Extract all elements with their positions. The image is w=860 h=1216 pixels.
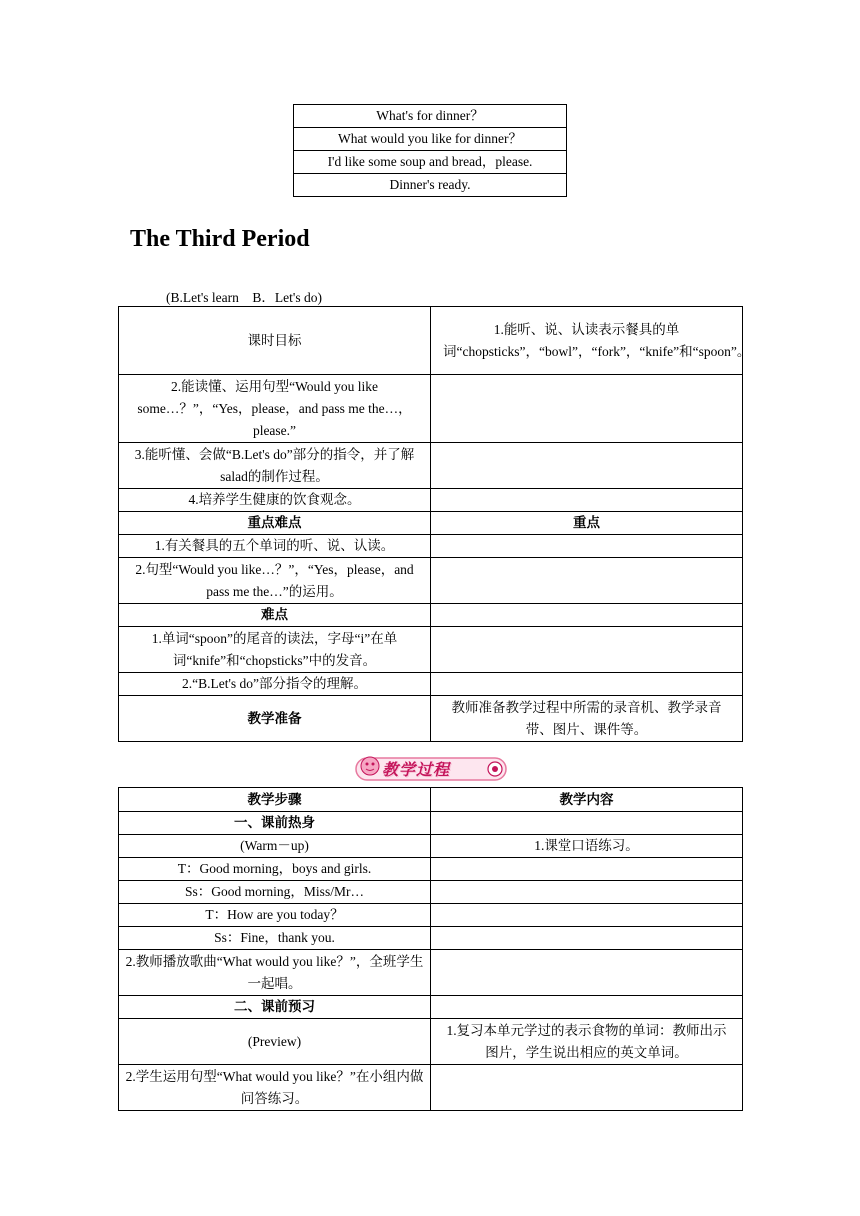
key-point-1: 1.有关餐具的五个单词的听、说、认读。 [119, 535, 431, 558]
difficult-point-1: 1.单词“spoon”的尾音的读法，字母“i”在单词“knife”和“chopsticks”中的发音。 [119, 627, 431, 673]
key-points-label: 重点难点 [119, 512, 431, 535]
empty-cell [431, 604, 743, 627]
goal-4: 4.培养学生健康的饮食观念。 [119, 489, 431, 512]
empty-cell [431, 1065, 743, 1111]
key-points-header: 重点 [431, 512, 743, 535]
phrase-row: I'd like some soup and bread，please. [294, 151, 567, 174]
banner-title: 教学过程 [382, 760, 451, 779]
empty-cell [431, 904, 743, 927]
empty-cell [431, 927, 743, 950]
empty-cell [431, 950, 743, 996]
preparation-content: 教师准备教学过程中所需的录音机、教学录音带、图片、课件等。 [431, 696, 743, 742]
phrase-row: Dinner's ready. [294, 174, 567, 197]
key-point-2: 2.句型“Would you like…？”，“Yes，please，and pass me the…”的运用。 [119, 558, 431, 604]
empty-cell [431, 858, 743, 881]
process-table [118, 787, 743, 1111]
dialogue-line: Ss：Fine，thank you. [119, 927, 431, 950]
objectives-table [118, 306, 751, 742]
dialogue-line: Ss：Good morning，Miss/Mr… [119, 881, 431, 904]
difficult-point-2: 2.“B.Let's do”部分指令的理解。 [119, 673, 431, 696]
empty-cell [431, 881, 743, 904]
page-title: The Third Period [130, 226, 310, 252]
empty-cell [431, 558, 743, 604]
empty-cell [431, 812, 743, 835]
empty-cell [431, 443, 743, 489]
dialogue-line: T：How are you today？ [119, 904, 431, 927]
step-1-content: 1.课堂口语练习。 [431, 835, 743, 858]
difficult-points-header: 难点 [119, 604, 431, 627]
section-banner [352, 752, 512, 784]
empty-cell [431, 535, 743, 558]
phrase-table [293, 104, 567, 197]
empty-cell [431, 375, 743, 443]
empty-cell [431, 673, 743, 696]
content-header: 教学内容 [431, 788, 743, 812]
step-2-subtitle: (Preview) [119, 1019, 431, 1065]
phrase-row: What would you like for dinner？ [294, 128, 567, 151]
phrase-row: What's for dinner？ [294, 105, 567, 128]
empty-cell [431, 627, 743, 673]
steps-header: 教学步骤 [119, 788, 431, 812]
empty-cell [431, 996, 743, 1019]
step-1-title: 一、课前热身 [119, 812, 431, 835]
goal-3: 3.能听懂、会做“B.Let's do”部分的指令，并了解salad的制作过程。 [119, 443, 431, 489]
preparation-label: 教学准备 [119, 696, 431, 742]
dialogue-line: T：Good morning，boys and girls. [119, 858, 431, 881]
goal-2: 2.能读懂、运用句型“Would you like some…？”，“Yes，please，and pass me the…，please.” [119, 375, 431, 443]
step-1-subtitle: (Warm－up) [119, 835, 431, 858]
goal-1: 1.能听、说、认读表示餐具的单词“chopsticks”，“bowl”，“fork”，“knife”和“spoon”。 [431, 307, 743, 375]
page-subtitle: (B.Let's learn B．Let's do) [166, 290, 322, 305]
objectives-label: 课时目标 [119, 307, 431, 375]
empty-cell [431, 489, 743, 512]
song-activity: 2.教师播放歌曲“What would you like？”，全班学生一起唱。 [119, 950, 431, 996]
step-2-content: 1.复习本单元学过的表示食物的单词：教师出示图片，学生说出相应的英文单词。 [431, 1019, 743, 1065]
step-2-item-2: 2.学生运用句型“What would you like？”在小组内做问答练习。 [119, 1065, 431, 1111]
step-2-title: 二、课前预习 [119, 996, 431, 1019]
